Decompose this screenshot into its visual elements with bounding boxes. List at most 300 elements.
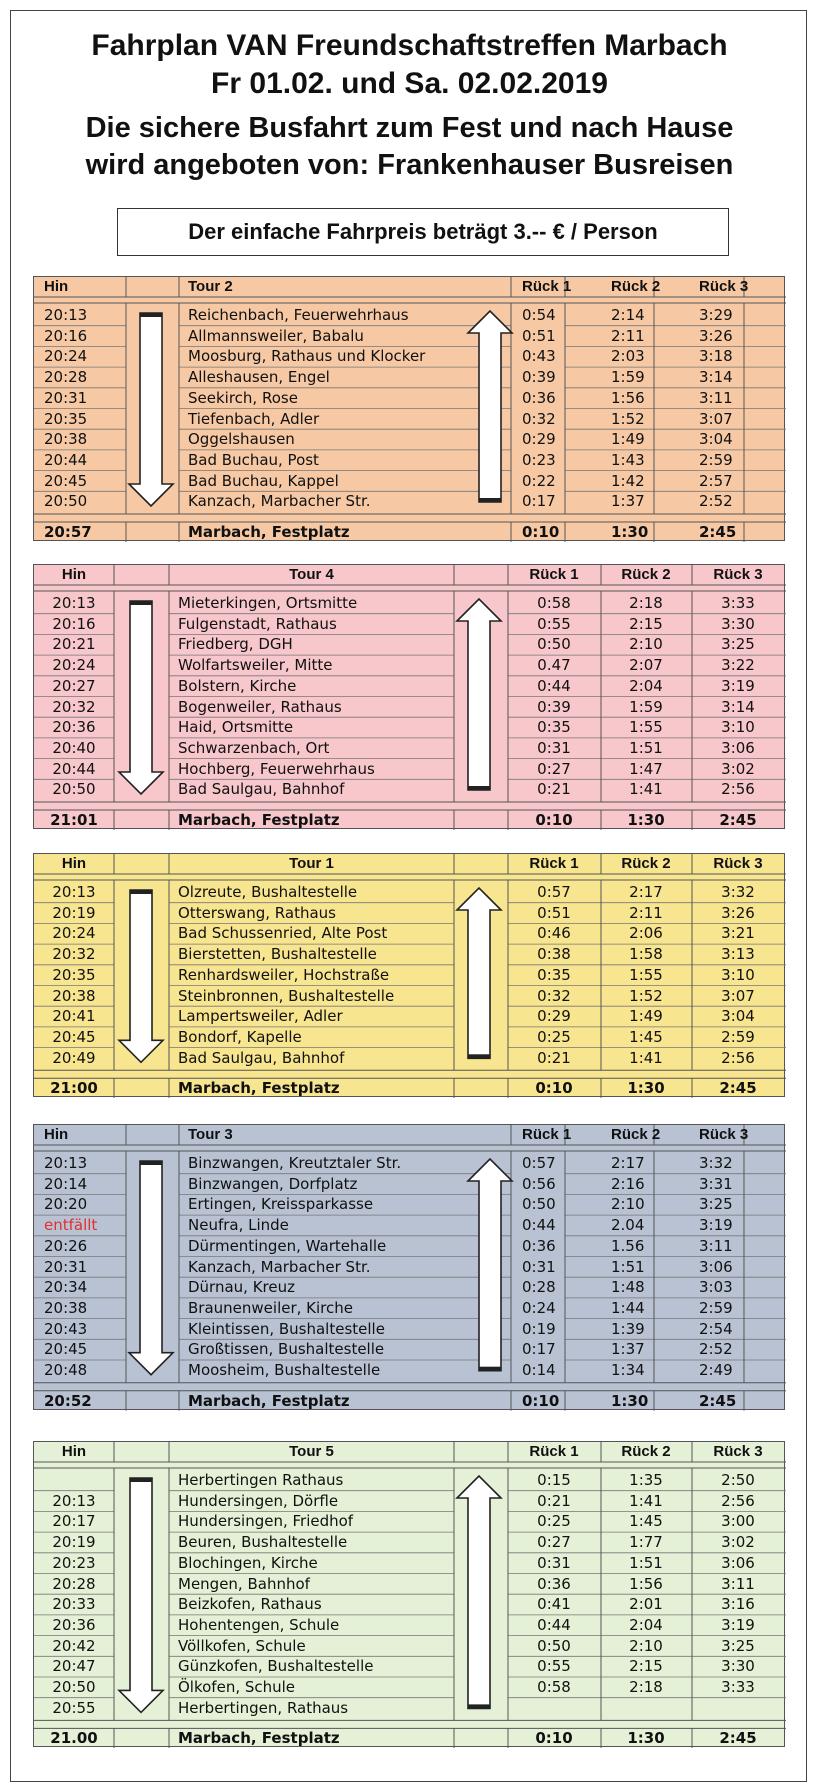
- return-time-2: 2.04: [611, 1216, 645, 1235]
- return-time-3: 3:11: [721, 1574, 755, 1593]
- return-time-1: 0:58: [537, 1678, 571, 1696]
- return-time-1: 0:31: [537, 1553, 571, 1572]
- departure-time: 20:19: [52, 1533, 96, 1552]
- stop-name: Bondorf, Kapelle: [178, 1027, 302, 1046]
- return-time-3: 2:52: [699, 492, 733, 511]
- return-time-2: 1:41: [629, 780, 663, 799]
- return-time-1: 0:21: [537, 780, 571, 799]
- departure-time: 20:45: [52, 1027, 96, 1046]
- stop-name: Seekirch, Rose: [188, 388, 298, 407]
- return-time-2: 2:11: [611, 326, 645, 345]
- return-time-1: 0:50: [537, 635, 571, 654]
- return-time-1: 0:15: [537, 1471, 571, 1489]
- stop-name: Bolstern, Kirche: [178, 676, 297, 695]
- tour-name: Tour 2: [188, 278, 233, 295]
- col-header-rueck-2: Rück 2: [611, 1126, 661, 1143]
- final-return-3: 2:45: [699, 1391, 737, 1410]
- arrival-time: 21.00: [50, 1729, 98, 1748]
- departure-time: 20:40: [52, 738, 96, 757]
- return-time-1: 0:39: [537, 697, 571, 716]
- stop-name: Völlkofen, Schule: [178, 1636, 306, 1655]
- final-return-2: 1:30: [627, 1079, 665, 1098]
- down-arrow-icon-cap: [130, 601, 152, 605]
- departure-time: 20:20: [44, 1195, 88, 1214]
- return-time-1: 0:38: [537, 945, 571, 964]
- stop-name: Wolfartsweiler, Mitte: [178, 656, 333, 675]
- departure-time: 20:13: [52, 594, 96, 612]
- down-arrow-icon: [129, 313, 173, 506]
- stop-name: Bad Buchau, Kappel: [188, 471, 339, 490]
- destination-name: Marbach, Festplatz: [188, 523, 350, 541]
- return-time-3: 2:56: [721, 1491, 755, 1510]
- down-arrow-icon: [119, 890, 163, 1062]
- departure-time: 20:38: [52, 986, 96, 1005]
- return-time-3: 2:56: [721, 780, 755, 799]
- return-time-1: 0:14: [522, 1361, 556, 1379]
- return-time-1: 0:44: [537, 1615, 571, 1634]
- departure-time: 20:47: [52, 1657, 96, 1676]
- return-time-3: 2:52: [699, 1340, 733, 1359]
- stop-name: Dürmentingen, Wartehalle: [188, 1236, 387, 1255]
- subtitle-line-2: wird angeboten von: Frankenhauser Busreisen: [85, 149, 734, 181]
- return-time-2: 2:07: [629, 656, 663, 675]
- up-arrow-icon: [457, 599, 501, 790]
- departure-time: 20:35: [52, 965, 96, 984]
- return-time-3: 3:33: [721, 594, 755, 612]
- stop-name: Bad Buchau, Post: [188, 450, 319, 469]
- stop-name: Haid, Ortsmitte: [178, 718, 294, 737]
- stop-name: Bogenweiler, Rathaus: [178, 697, 342, 716]
- departure-time: 20:24: [44, 347, 88, 366]
- return-time-2: 1:58: [629, 945, 663, 964]
- return-time-2: 2:18: [629, 594, 663, 612]
- return-time-3: 3:25: [721, 635, 755, 654]
- return-time-2: 1:56: [611, 388, 645, 407]
- departure-time: 20:34: [44, 1278, 88, 1297]
- return-time-3: 3:11: [699, 1236, 733, 1255]
- return-time-2: 1:77: [629, 1533, 663, 1552]
- return-time-1: 0:23: [522, 450, 556, 469]
- return-time-2: 1:34: [611, 1361, 645, 1379]
- departure-time: 20:44: [44, 450, 88, 469]
- return-time-1: 0:27: [537, 1533, 571, 1552]
- return-time-1: 0:17: [522, 492, 556, 511]
- return-time-2: 1:35: [629, 1471, 663, 1489]
- return-time-2: 2:18: [629, 1678, 663, 1696]
- return-time-2: 1:52: [611, 409, 645, 428]
- down-arrow-icon-cap: [140, 313, 162, 317]
- return-time-2: 1:55: [629, 718, 663, 737]
- return-time-3: 3:25: [721, 1636, 755, 1655]
- return-time-2: 1:56: [629, 1574, 663, 1593]
- stop-name: Beizkofen, Rathaus: [178, 1595, 322, 1614]
- return-time-2: 1:41: [629, 1048, 663, 1067]
- return-time-2: 2:17: [629, 883, 663, 901]
- arrival-time: 20:52: [44, 1391, 92, 1410]
- departure-time: 20:38: [44, 1298, 88, 1317]
- stop-name: Friedberg, DGH: [178, 635, 293, 654]
- departure-time: 20:42: [52, 1636, 96, 1655]
- return-time-1: 0:58: [537, 594, 571, 612]
- return-time-3: 2:50: [721, 1471, 755, 1489]
- departure-time: 20:55: [52, 1698, 96, 1717]
- return-time-3: 3:26: [699, 326, 733, 345]
- stop-name: Großtissen, Bushaltestelle: [188, 1340, 385, 1359]
- return-time-1: 0:25: [537, 1027, 571, 1046]
- final-return-1: 0:10: [535, 1079, 573, 1098]
- return-time-1: 0:46: [537, 924, 571, 943]
- return-time-3: 3:02: [721, 1533, 755, 1552]
- stop-name: Binzwangen, Kreutztaler Str.: [188, 1154, 402, 1172]
- return-time-2: 1:47: [629, 759, 663, 778]
- return-time-2: 2:04: [629, 1615, 663, 1634]
- return-time-3: 3:19: [721, 1615, 755, 1634]
- departure-time: 20:45: [44, 1340, 88, 1359]
- return-time-1: 0:17: [522, 1340, 556, 1359]
- stop-name: Mieterkingen, Ortsmitte: [178, 594, 358, 612]
- col-header-hin: Hin: [44, 278, 69, 295]
- return-time-1: 0:50: [537, 1636, 571, 1655]
- stop-name: Braunenweiler, Kirche: [188, 1298, 353, 1317]
- return-time-3: 2:56: [721, 1048, 755, 1067]
- final-return-3: 2:45: [719, 1729, 757, 1748]
- return-time-3: 2:54: [699, 1319, 733, 1338]
- return-time-2: 1:45: [629, 1027, 663, 1046]
- return-time-3: 3:32: [721, 883, 755, 901]
- return-time-1: 0:27: [537, 759, 571, 778]
- up-arrow-icon-cap: [479, 498, 501, 502]
- departure-time: 20:26: [44, 1236, 88, 1255]
- stop-name: Bad Schussenried, Alte Post: [178, 924, 388, 943]
- departure-time: 20:45: [44, 471, 88, 490]
- stop-name: Ölkofen, Schule: [178, 1678, 296, 1696]
- departure-time: 20:50: [52, 780, 96, 799]
- col-header-rueck-2: Rück 2: [611, 278, 661, 295]
- col-header-rueck-2: Rück 2: [621, 566, 671, 583]
- departure-time: 20:38: [44, 430, 88, 449]
- tour-table-1: [33, 276, 785, 541]
- return-time-2: 1:59: [629, 697, 663, 716]
- return-time-3: 3:25: [699, 1195, 733, 1214]
- return-time-2: 2:06: [629, 924, 663, 943]
- final-return-2: 1:30: [627, 1729, 665, 1748]
- departure-time: entfällt: [44, 1216, 98, 1235]
- return-time-2: 1:45: [629, 1512, 663, 1531]
- stop-name: Beuren, Bushaltestelle: [178, 1533, 348, 1552]
- return-time-1: 0:57: [537, 883, 571, 901]
- return-time-1: 0:25: [537, 1512, 571, 1531]
- up-arrow-icon: [457, 888, 501, 1058]
- return-time-1: 0:50: [522, 1195, 556, 1214]
- departure-time: 20:32: [52, 945, 96, 964]
- return-time-3: 3:14: [699, 368, 733, 387]
- tour-name: Tour 1: [289, 855, 334, 872]
- return-time-3: 2:59: [721, 1027, 755, 1046]
- final-return-3: 2:45: [699, 523, 737, 541]
- return-time-3: 3:29: [699, 306, 733, 324]
- return-time-3: 3:32: [699, 1154, 733, 1172]
- return-time-1: 0:21: [537, 1491, 571, 1510]
- stop-name: Blochingen, Kirche: [178, 1553, 318, 1572]
- return-time-1: 0:22: [522, 471, 556, 490]
- return-time-1: 0:28: [522, 1278, 556, 1297]
- departure-time: 20:13: [52, 883, 96, 901]
- col-header-hin: Hin: [61, 855, 87, 872]
- return-time-1: 0:43: [522, 347, 556, 366]
- return-time-2: 2:04: [629, 676, 663, 695]
- title-line-2: Fr 01.02. und Sa. 02.02.2019: [211, 67, 608, 100]
- return-time-3: 3:06: [721, 738, 755, 757]
- stop-name: Herbertingen, Rathaus: [178, 1698, 349, 1717]
- tour-table-5: [33, 1441, 785, 1747]
- return-time-1: 0:51: [537, 903, 571, 922]
- stop-name: Kanzach, Marbacher Str.: [188, 492, 371, 511]
- return-time-2: 1:42: [611, 471, 645, 490]
- return-time-2: 2:01: [629, 1595, 663, 1614]
- return-time-1: 0:44: [522, 1216, 556, 1235]
- return-time-3: 3:14: [721, 697, 755, 716]
- stop-name: Kanzach, Marbacher Str.: [188, 1257, 371, 1276]
- stop-name: Bad Saulgau, Bahnhof: [178, 780, 345, 799]
- up-arrow-icon-cap: [468, 1054, 490, 1058]
- return-time-3: 3:06: [699, 1257, 733, 1276]
- return-time-1: 0:29: [522, 430, 556, 449]
- return-time-1: 0:24: [522, 1298, 556, 1317]
- stop-name: Mengen, Bahnhof: [178, 1574, 310, 1593]
- return-time-2: 1:51: [611, 1257, 645, 1276]
- return-time-2: 2:14: [611, 306, 645, 324]
- return-time-3: 3:30: [721, 614, 755, 633]
- departure-time: 20:17: [52, 1512, 96, 1531]
- final-return-2: 1:30: [627, 811, 665, 829]
- final-return-2: 1:30: [611, 1391, 649, 1410]
- up-arrow-icon-cap: [468, 786, 490, 790]
- departure-time: 20:28: [44, 368, 88, 387]
- stop-name: Renhardsweiler, Hochstraße: [178, 965, 390, 984]
- stop-name: Reichenbach, Feuerwehrhaus: [188, 306, 409, 324]
- return-time-2: 1:52: [629, 986, 663, 1005]
- col-header-hin: Hin: [61, 566, 87, 583]
- return-time-3: 3:04: [721, 1007, 755, 1026]
- destination-name: Marbach, Festplatz: [178, 1079, 340, 1098]
- tour-table-3: [33, 853, 785, 1097]
- stop-name: Herbertingen Rathaus: [178, 1471, 344, 1489]
- return-time-2: 2:03: [611, 347, 645, 366]
- return-time-3: 2:59: [699, 1298, 733, 1317]
- col-header-rueck-3: Rück 3: [699, 1126, 749, 1143]
- departure-time: 20:33: [52, 1595, 96, 1614]
- departure-time: 20:28: [52, 1574, 96, 1593]
- down-arrow-icon-cap: [130, 890, 152, 894]
- tour-grid: [34, 277, 786, 542]
- return-time-2: 1:39: [611, 1319, 645, 1338]
- stop-name: Neufra, Linde: [188, 1216, 289, 1235]
- final-return-1: 0:10: [535, 811, 573, 829]
- stop-name: Steinbronnen, Bushaltestelle: [178, 986, 395, 1005]
- col-header-rueck-2: Rück 2: [621, 855, 671, 872]
- return-time-1: 0:31: [522, 1257, 556, 1276]
- return-time-1: 0:31: [537, 738, 571, 757]
- stop-name: Kleintissen, Bushaltestelle: [188, 1319, 385, 1338]
- tour-name: Tour 5: [289, 1443, 334, 1460]
- col-header-rueck-3: Rück 3: [713, 855, 763, 872]
- stop-name: Lampertsweiler, Adler: [178, 1007, 343, 1026]
- destination-name: Marbach, Festplatz: [188, 1391, 350, 1410]
- stop-name: Bierstetten, Bushaltestelle: [178, 945, 377, 964]
- return-time-1: 0:36: [522, 1236, 556, 1255]
- up-arrow-icon: [468, 311, 512, 502]
- col-header-rueck-3: Rück 3: [713, 566, 763, 583]
- return-time-2: 1:48: [611, 1278, 645, 1297]
- tour-grid: [34, 1125, 786, 1411]
- return-time-3: 2:49: [699, 1361, 733, 1379]
- down-arrow-icon: [119, 1478, 163, 1712]
- stop-name: Dürnau, Kreuz: [188, 1278, 295, 1297]
- return-time-3: 3:06: [721, 1553, 755, 1572]
- return-time-3: 3:18: [699, 347, 733, 366]
- return-time-1: 0:54: [522, 306, 556, 324]
- return-time-3: 3:02: [721, 759, 755, 778]
- stop-name: Tiefenbach, Adler: [188, 409, 320, 428]
- return-time-1: 0:51: [522, 326, 556, 345]
- stop-name: Oggelshausen: [188, 430, 295, 449]
- return-time-1: 0:32: [522, 409, 556, 428]
- stop-name: Bad Saulgau, Bahnhof: [178, 1048, 345, 1067]
- stop-name: Olzreute, Bushaltestelle: [178, 883, 358, 901]
- return-time-1: 0:55: [537, 1657, 571, 1676]
- col-header-hin: Hin: [44, 1126, 69, 1143]
- col-header-rueck-1: Rück 1: [529, 1443, 579, 1460]
- stop-name: Allmannsweiler, Babalu: [188, 326, 364, 345]
- down-arrow-icon: [119, 601, 163, 794]
- stop-name: Hundersingen, Dörfle: [178, 1491, 339, 1510]
- return-time-2: 2:11: [629, 903, 663, 922]
- departure-time: 20:31: [44, 1257, 88, 1276]
- departure-time: 20:31: [44, 388, 88, 407]
- arrival-time: 21:00: [50, 1079, 98, 1098]
- return-time-2: 1:49: [611, 430, 645, 449]
- return-time-2: 2:10: [611, 1195, 645, 1214]
- return-time-2: 1:51: [629, 738, 663, 757]
- down-arrow-icon-cap: [130, 1478, 152, 1482]
- return-time-3: 3:00: [721, 1512, 755, 1531]
- return-time-3: 3:03: [699, 1278, 733, 1297]
- return-time-1: 0:35: [537, 965, 571, 984]
- final-return-1: 0:10: [522, 523, 560, 541]
- departure-time: 20:13: [52, 1491, 96, 1510]
- destination-name: Marbach, Festplatz: [178, 1729, 340, 1748]
- tour-name: Tour 4: [289, 566, 334, 583]
- return-time-1: 0:55: [537, 614, 571, 633]
- return-time-3: 3:19: [721, 676, 755, 695]
- down-arrow-icon-cap: [140, 1161, 162, 1165]
- stop-name: Binzwangen, Dorfplatz: [188, 1174, 358, 1193]
- return-time-3: 3:31: [699, 1174, 733, 1193]
- departure-time: 20:35: [44, 409, 88, 428]
- fare-box: Der einfache Fahrpreis beträgt 3.-- € / Person: [117, 208, 729, 256]
- final-return-2: 1:30: [611, 523, 649, 541]
- up-arrow-icon-cap: [468, 1704, 490, 1708]
- departure-time: 20:41: [52, 1007, 96, 1026]
- return-time-3: 3:21: [721, 924, 755, 943]
- departure-time: 20:50: [44, 492, 88, 511]
- tour-table-4: [33, 1124, 785, 1410]
- departure-time: 20:43: [44, 1319, 88, 1338]
- return-time-2: 2:15: [629, 1657, 663, 1676]
- return-time-1: 0:36: [522, 388, 556, 407]
- return-time-1: 0:57: [522, 1154, 556, 1172]
- stop-name: Moosburg, Rathaus und Klocker: [188, 347, 426, 366]
- return-time-3: 3:11: [699, 388, 733, 407]
- return-time-3: 2:59: [699, 450, 733, 469]
- return-time-1: 0:36: [537, 1574, 571, 1593]
- return-time-3: 3:16: [721, 1595, 755, 1614]
- return-time-1: 0.47: [537, 656, 571, 675]
- return-time-2: 1:51: [629, 1553, 663, 1572]
- final-return-3: 2:45: [719, 1079, 757, 1098]
- return-time-1: 0:19: [522, 1319, 556, 1338]
- return-time-3: 3:19: [699, 1216, 733, 1235]
- stop-name: Günzkofen, Bushaltestelle: [178, 1657, 374, 1676]
- return-time-2: 1:59: [611, 368, 645, 387]
- return-time-3: 2:57: [699, 471, 733, 490]
- return-time-3: 3:30: [721, 1657, 755, 1676]
- return-time-1: 0:29: [537, 1007, 571, 1026]
- departure-time: 20:32: [52, 697, 96, 716]
- return-time-3: 3:10: [721, 965, 755, 984]
- return-time-3: 3:13: [721, 945, 755, 964]
- departure-time: 20:24: [52, 924, 96, 943]
- return-time-1: 0:32: [537, 986, 571, 1005]
- tour-table-2: [33, 564, 785, 829]
- departure-time: 20:36: [52, 1615, 96, 1634]
- return-time-3: 3:33: [721, 1678, 755, 1696]
- col-header-rueck-1: Rück 1: [522, 278, 572, 295]
- return-time-2: 1:43: [611, 450, 645, 469]
- tour-name: Tour 3: [188, 1126, 233, 1143]
- return-time-2: 2:16: [611, 1174, 645, 1193]
- col-header-hin: Hin: [61, 1443, 87, 1460]
- stop-name: Ertingen, Kreissparkasse: [188, 1195, 374, 1214]
- return-time-2: 1:44: [611, 1298, 645, 1317]
- departure-time: 20:44: [52, 759, 96, 778]
- departure-time: 20:24: [52, 656, 96, 675]
- col-header-rueck-1: Rück 1: [522, 1126, 572, 1143]
- stop-name: Hochberg, Feuerwehrhaus: [178, 759, 375, 778]
- col-header-rueck-3: Rück 3: [713, 1443, 763, 1460]
- return-time-1: 0:35: [537, 718, 571, 737]
- arrival-time: 21:01: [50, 811, 98, 829]
- return-time-2: 1:41: [629, 1491, 663, 1510]
- return-time-2: 1:37: [611, 1340, 645, 1359]
- stop-name: Moosheim, Bushaltestelle: [188, 1361, 381, 1379]
- return-time-2: 2:10: [629, 1636, 663, 1655]
- col-header-rueck-3: Rück 3: [699, 278, 749, 295]
- departure-time: 20:36: [52, 718, 96, 737]
- departure-time: 20:13: [44, 306, 88, 324]
- stop-name: Schwarzenbach, Ort: [178, 738, 330, 757]
- departure-time: 20:50: [52, 1678, 96, 1696]
- return-time-1: 0:44: [537, 676, 571, 695]
- destination-name: Marbach, Festplatz: [178, 811, 340, 829]
- return-time-2: 2:17: [611, 1154, 645, 1172]
- title-line-1: Fahrplan VAN Freundschaftstreffen Marbach: [91, 29, 728, 62]
- return-time-2: 1:49: [629, 1007, 663, 1026]
- return-time-3: 3:07: [721, 986, 755, 1005]
- departure-time: 20:16: [52, 614, 96, 633]
- departure-time: 20:21: [52, 635, 96, 654]
- departure-time: 20:14: [44, 1174, 88, 1193]
